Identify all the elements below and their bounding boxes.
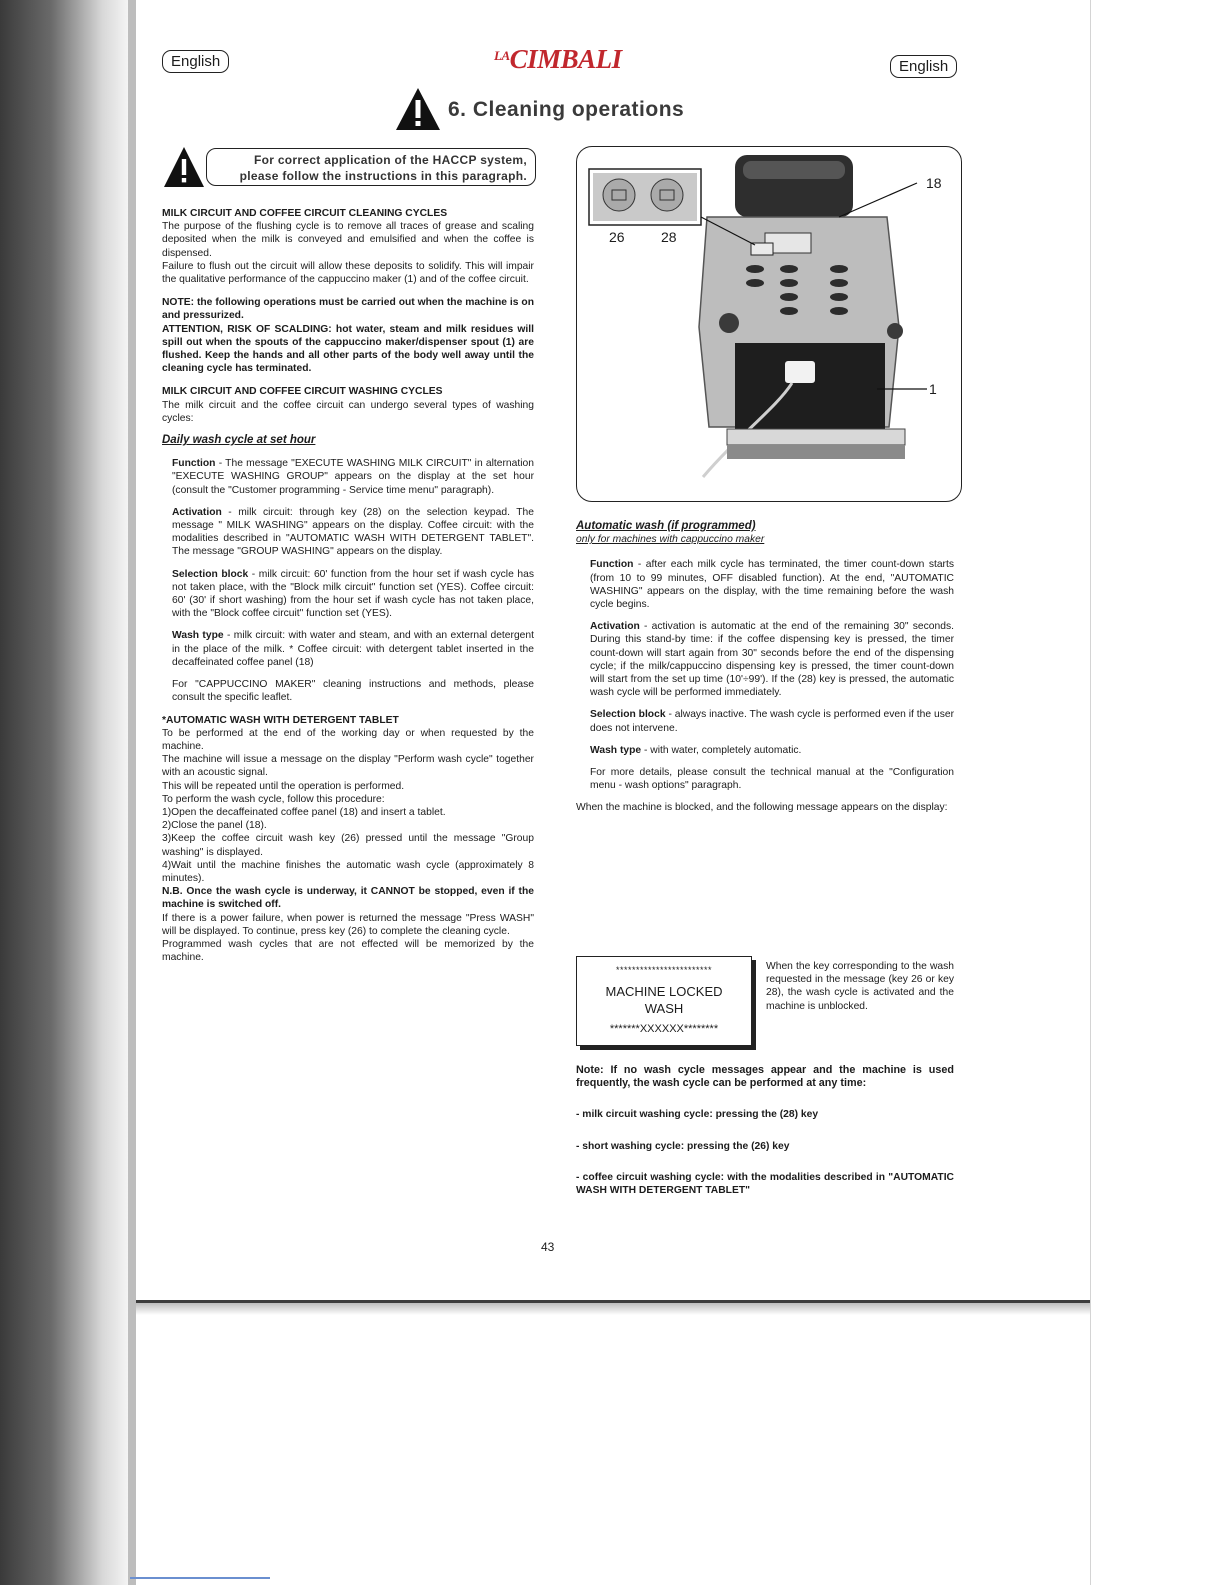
washtype-label: Wash type bbox=[590, 744, 642, 756]
page-number: 43 bbox=[541, 1240, 555, 1254]
activation-label: Activation bbox=[590, 621, 640, 633]
nb-note: N.B. Once the wash cycle is underway, it CANNOT be stopped, even if the machine is switched off. bbox=[162, 886, 534, 911]
right-column bbox=[576, 520, 954, 824]
procedure-step: 3)Keep the coffee circuit wash key (26) pressed until the message "Group washing" is displayed. bbox=[162, 833, 534, 858]
locked-line-3: *******XXXXXX******** bbox=[609, 1023, 719, 1035]
automatic-wash-title: Automatic wash (if programmed) bbox=[576, 520, 756, 532]
daily-wash-title: Daily wash cycle at set hour bbox=[162, 434, 316, 447]
locked-stars: ************************ bbox=[615, 965, 713, 975]
automatic-wash-details bbox=[576, 558, 954, 792]
selection-label: Selection block bbox=[172, 568, 249, 580]
activation-label: Activation bbox=[172, 506, 222, 518]
coffee-machine-illustration bbox=[577, 147, 961, 501]
section-title: 6. Cleaning operations bbox=[448, 98, 685, 121]
selection-paragraph bbox=[590, 708, 954, 734]
washtype-label: Wash type bbox=[172, 630, 224, 642]
language-badge-left: English bbox=[162, 50, 229, 73]
function-label: Function bbox=[172, 458, 216, 470]
cappuccino-paragraph: For "CAPPUCCINO MAKER" cleaning instructions and methods, please consult the specific leaflet. bbox=[172, 679, 534, 704]
manual-page bbox=[136, 0, 1090, 1300]
note-wash-anytime: Note: If no wash cycle messages appear and the machine is used frequently, the wash cycle can be performed at any time: bbox=[576, 1064, 954, 1090]
washtype-text: - milk circuit: with water and steam, and with an external detergent in the place of the milk. * Coffee circuit: with detergent tablet inserted in the decaffeinated coffee panel (18) bbox=[172, 630, 534, 668]
right-column-notes bbox=[576, 1064, 954, 1206]
function-paragraph bbox=[172, 457, 534, 497]
note-pressurized: NOTE: the following operations must be carried out when the machine is on and pressurized. bbox=[162, 297, 534, 322]
locked-line-1: MACHINE LOCKED bbox=[605, 984, 723, 999]
bullet-short: - short washing cycle: pressing the (26) key bbox=[576, 1140, 790, 1152]
heading-washing-cycles: MILK CIRCUIT AND COFFEE CIRCUIT WASHING CYCLES bbox=[162, 386, 443, 398]
function-label: Function bbox=[590, 559, 634, 571]
paragraph: To perform the wash cycle, follow this procedure: bbox=[162, 793, 385, 805]
machine-locked-display bbox=[576, 956, 752, 1046]
selection-label: Selection block bbox=[590, 709, 666, 721]
procedure-step: 1)Open the decaffeinated coffee panel (18) and insert a tablet. bbox=[162, 806, 446, 818]
function-paragraph bbox=[590, 558, 954, 611]
bullet-coffee: - coffee circuit washing cycle: with the modalities described in "AUTOMATIC WASH WITH DETERGENT TABLET" bbox=[576, 1171, 954, 1197]
logo-prefix: LA bbox=[494, 48, 510, 63]
heading-automatic-wash: *AUTOMATIC WASH WITH DETERGENT TABLET bbox=[162, 714, 399, 726]
paragraph: This will be repeated until the operation is performed. bbox=[162, 780, 405, 792]
note-scalding: ATTENTION, RISK OF SCALDING: hot water, steam and milk residues will spill out when the spouts of the cappuccino maker/dispenser spout (1) are flushed. Keep the hands and all other parts of the body well away until the cleaning cycle has terminated. bbox=[162, 323, 534, 375]
procedure-step: 2)Close the panel (18). bbox=[162, 820, 267, 832]
paragraph: The machine will issue a message on the display "Perform wash cycle" together with an acoustic signal. bbox=[162, 754, 534, 779]
procedure-step: 4)Wait until the machine finishes the automatic wash cycle (approximately 8 minutes). bbox=[162, 859, 534, 884]
machine-photo bbox=[576, 146, 962, 502]
bullet-milk: - milk circuit washing cycle: pressing the (28) key bbox=[576, 1109, 819, 1121]
activation-text: - activation is automatic at the end of the remaining 30" seconds. During this stand-by time: if the coffee dispensing key is pressed, the timer count-down will start again from 30" seconds before the end of the dispensing cycle; if the milk/cappuccino dispensing key is pressed, the timer count-down will start from the set up time (10'÷99'). If the (28) key is pressed, the automatic wash cycle will be performed immediately. bbox=[590, 621, 954, 699]
language-badge-right: English bbox=[890, 55, 957, 78]
paragraph: Failure to flush out the circuit will allow these deposits to solidify. This will impair the qualitative performance of the cappuccino maker (1) and of the coffee circuit. bbox=[162, 260, 534, 286]
heading-cleaning-cycles: MILK CIRCUIT AND COFFEE CIRCUIT CLEANING CYCLES bbox=[162, 208, 448, 219]
scan-margin-right bbox=[1090, 0, 1225, 1585]
brand-logo bbox=[494, 44, 622, 75]
activation-paragraph bbox=[172, 506, 534, 559]
paragraph: To be performed at the end of the working day or when requested by the machine. bbox=[162, 727, 534, 752]
selection-text: - always inactive. The wash cycle is performed even if the user does not intervene. bbox=[590, 709, 954, 734]
locked-line-2: WASH bbox=[644, 1001, 684, 1016]
warning-triangle-icon bbox=[162, 145, 206, 189]
paragraph: The milk circuit and the coffee circuit can undergo several types of washing cycles: bbox=[162, 399, 534, 424]
washtype-paragraph bbox=[590, 744, 954, 757]
details-paragraph: For more details, please consult the technical manual at the "Configuration menu - wash options" paragraph. bbox=[590, 767, 954, 792]
selection-paragraph bbox=[172, 568, 534, 621]
automatic-wash-subtitle: only for machines with cappuccino maker bbox=[576, 534, 765, 546]
activation-text: - milk circuit: through key (28) on the selection keypad. The message " MILK WASHING" appears on the display. Coffee circuit: with the modalities described in "AUTOMATIC WASH WITH DETERGENT TABLET". The message "GROUP WASHING" appears on the display. bbox=[172, 506, 534, 558]
blocked-paragraph: When the machine is blocked, and the following message appears on the display: bbox=[576, 802, 948, 814]
locked-description-text: When the key corresponding to the wash requested in the message (key 26 or key 28), the wash cycle is activated and the machine is unblocked. bbox=[766, 961, 954, 1012]
left-column bbox=[162, 207, 534, 964]
label-1: 1 bbox=[929, 381, 937, 397]
scan-shadow-left bbox=[0, 0, 128, 1585]
selection-text: - milk circuit: 60' function from the hour set if wash cycle has not taken place, with the "Block milk circuit" function set (YES). Coffee circuit: 60' (30' if short washing) from the hour set if wash cycle has not taken place, with the "Block coffee circuit" function set (YES). bbox=[172, 568, 534, 620]
label-26: 26 bbox=[609, 229, 625, 245]
label-18: 18 bbox=[926, 175, 942, 191]
scan-mark bbox=[130, 1577, 270, 1579]
washtype-text: - with water, completely automatic. bbox=[641, 744, 802, 756]
warning-triangle-icon bbox=[394, 86, 442, 132]
label-28: 28 bbox=[661, 229, 677, 245]
function-text: - The message "EXECUTE WASHING MILK CIRCUIT" in alternation "EXECUTE WASHING GROUP" appears on the display at the set hour (consult the "Customer programming - Service time menu" paragraph). bbox=[172, 458, 534, 496]
activation-paragraph bbox=[590, 620, 954, 699]
washtype-paragraph bbox=[172, 629, 534, 669]
function-text: - after each milk cycle has terminated, the timer count-down starts (from 10 to 99 minutes, OFF disabled function). At the end, "AUTOMATIC WASHING" appears on the display, with the time remaining before the wash cycle begins. bbox=[590, 559, 954, 611]
haccp-notice: For correct application of the HACCP system, please follow the instructions in this paragraph. bbox=[206, 148, 536, 186]
paragraph: The purpose of the flushing cycle is to remove all traces of grease and scaling deposited when the milk is conveyed and emulsified and when the coffee is dispensed. bbox=[162, 221, 534, 259]
page-bottom-shadow bbox=[136, 1303, 1090, 1315]
scan-band-left bbox=[128, 0, 136, 1585]
logo-text: CIMBALI bbox=[509, 44, 622, 74]
power-failure-note: If there is a power failure, when power is returned the message "Press WASH" will be displayed. To continue, press key (26) to complete the cleaning cycle. bbox=[162, 912, 534, 937]
locked-description bbox=[766, 960, 954, 1022]
daily-wash-details bbox=[162, 457, 534, 704]
memorized-note: Programmed wash cycles that are not effected will be memorized by the machine. bbox=[162, 938, 534, 964]
